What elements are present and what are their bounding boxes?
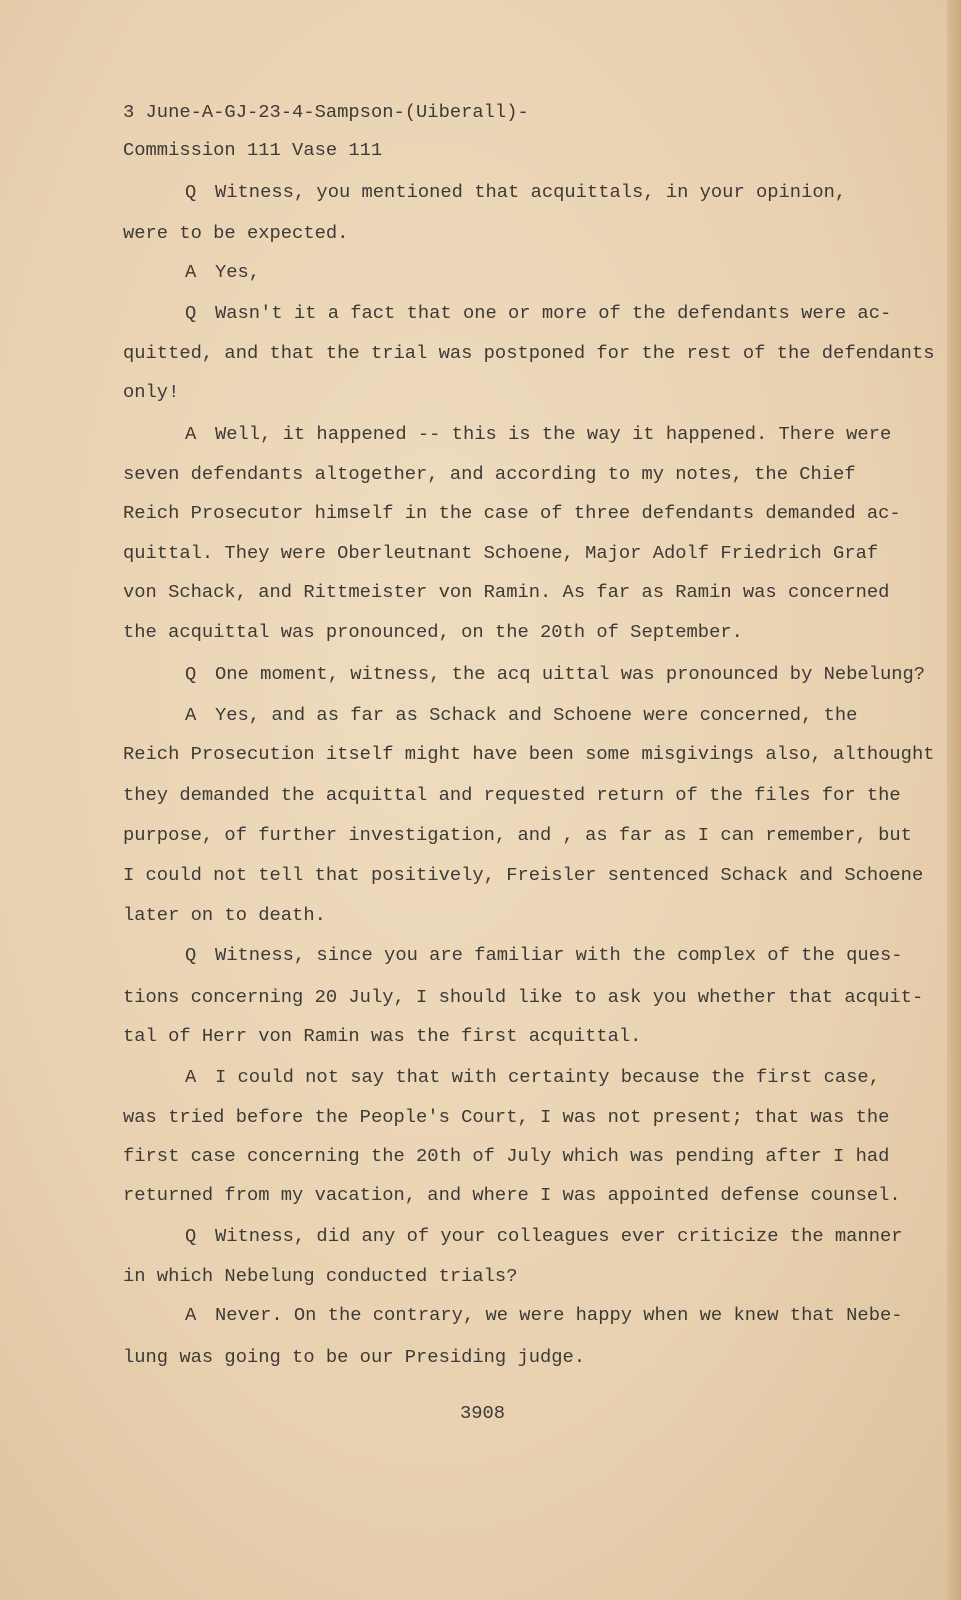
line-text: Well, it happened -- this is the way it happened. There were: [215, 423, 892, 445]
text-line: [123, 381, 179, 403]
text-line: [123, 542, 878, 564]
text-line: [123, 1265, 517, 1287]
speaker-label: Q: [185, 302, 197, 324]
line-text: Witness, you mentioned that acquittals, in your opinion,: [215, 181, 847, 203]
line-text: lung was going to be our Presiding judge.: [123, 1346, 586, 1368]
text-line: [123, 1346, 585, 1368]
line-text: they demanded the acquittal and requested return of the files for the: [123, 784, 901, 806]
line-text: seven defendants altogether, and according to my notes, the Chief: [123, 463, 856, 485]
speaker-label: A: [185, 1304, 197, 1326]
header-reference: 3 June-A-GJ-23-4-Sampson-(Uiberall)-: [123, 101, 529, 123]
line-text: Reich Prosecution itself might have been some misgivings also, althought: [123, 743, 935, 765]
line-text: quittal. They were Oberleutnant Schoene, Major Adolf Friedrich Graf: [123, 542, 879, 564]
line-text: first case concerning the 20th of July which was pending after I had: [123, 1145, 890, 1167]
line-text: the acquittal was pronounced, on the 20th of September.: [123, 621, 743, 643]
text-line: [123, 784, 901, 806]
text-line: [123, 904, 326, 926]
line-text: One moment, witness, the acq uittal was pronounced by Nebelung?: [215, 663, 926, 685]
speaker-label: Q: [185, 1225, 197, 1247]
line-text: quitted, and that the trial was postponed for the rest of the defendants: [123, 342, 935, 364]
text-line: [123, 986, 923, 1008]
line-text: only!: [123, 381, 180, 403]
text-line: [123, 621, 743, 643]
line-text: purpose, of further investigation, and , as far as I can remember, but: [123, 824, 912, 846]
speaker-label: A: [185, 423, 197, 445]
text-line: [123, 581, 889, 603]
line-text: later on to death.: [123, 904, 326, 926]
line-text: Reich Prosecutor himself in the case of three defendants demanded ac-: [123, 502, 901, 524]
text-line: [123, 864, 923, 886]
line-text: Witness, did any of your colleagues ever criticize the manner: [215, 1225, 903, 1247]
line-text: I could not say that with certainty because the first case,: [215, 1066, 880, 1088]
speaker-label: Q: [185, 181, 197, 203]
header-commission: Commission 111 Vase 111: [123, 139, 383, 161]
speaker-label: A: [185, 1066, 197, 1088]
speaker-label: Q: [185, 944, 197, 966]
line-text: Wasn't it a fact that one or more of the defendants were ac-: [215, 302, 892, 324]
line-text: Yes, and as far as Schack and Schoene were concerned, the: [215, 704, 858, 726]
text-line: [123, 743, 934, 765]
text-line: [123, 222, 348, 244]
text-line: [123, 1145, 889, 1167]
line-text: was tried before the People's Court, I was not present; that was the: [123, 1106, 890, 1128]
text-line: [123, 463, 856, 485]
line-text: in which Nebelung conducted trials?: [123, 1265, 518, 1287]
speaker-label: A: [185, 261, 197, 283]
line-text: Witness, since you are familiar with the complex of the ques-: [215, 944, 903, 966]
paper-edge: [947, 0, 961, 1600]
speaker-label: Q: [185, 663, 197, 685]
text-line: [123, 1025, 641, 1047]
text-line: [123, 502, 901, 524]
text-line: [123, 1106, 889, 1128]
line-text: tions concerning 20 July, I should like to ask you whether that acquit-: [123, 986, 924, 1008]
line-text: were to be expected.: [123, 222, 349, 244]
page-number: 3908: [460, 1402, 506, 1424]
line-text: von Schack, and Rittmeister von Ramin. As far as Ramin was concerned: [123, 581, 890, 603]
line-text: I could not tell that positively, Freisler sentenced Schack and Schoene: [123, 864, 924, 886]
text-line: [123, 1184, 901, 1206]
line-text: returned from my vacation, and where I was appointed defense counsel.: [123, 1184, 901, 1206]
line-text: Never. On the contrary, we were happy when we knew that Nebe-: [215, 1304, 903, 1326]
text-line: [123, 342, 934, 364]
text-line: [123, 824, 912, 846]
speaker-label: A: [185, 704, 197, 726]
line-text: tal of Herr von Ramin was the first acquittal.: [123, 1025, 642, 1047]
line-text: Yes,: [215, 261, 261, 283]
